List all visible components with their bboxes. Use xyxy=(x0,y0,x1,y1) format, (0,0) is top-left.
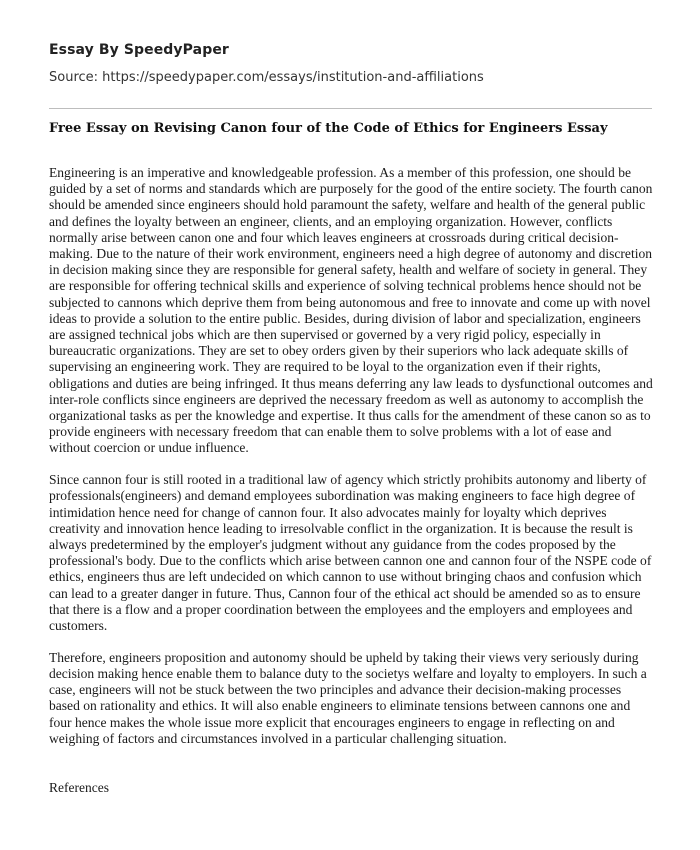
body-paragraph-2: Since cannon four is still rooted in a traditional law of agency which strictly prohibits autonomy and liberty of professionals(engineers) and demand employees subordination was making engineers to face high degree of intimidation hence need for change of cannon four. It also advocates mainly for loyalty which deprives creativity and innovation hence leading to irresolvable conflict in the organization. It is because the result is always predetermined by the employer's judgment without any guidance from the codes proposed by the professional's body. Due to the conflicts which arise between cannon one and cannon four of the NSPE code of ethics, engineers thus are left undecided on which cannon to use without bringing chaos and confusion which can lead to a greater danger in future. Thus, Cannon four of the ethical act should be amended so as to ensure that there is a flow and a proper coordination between the employees and the employers and employees and customers. xyxy=(49,472,652,633)
source-url-line: Source: https://speedypaper.com/essays/institution-and-affiliations xyxy=(49,70,484,85)
references-heading: References xyxy=(49,780,109,795)
header-divider xyxy=(49,108,652,109)
body-paragraph-3: Therefore, engineers proposition and autonomy should be upheld by taking their views very seriously during decision making hence enable them to balance duty to the societys welfare and loyalty to employers. In such a case, engineers will not be stuck between the two principles and advance their decision-making processes based on rationality and ethics. It will also enable engineers to eliminate tensions between cannons one and four hence makes the whole issue more explicit that encourages engineers to engage in reflecting on and weighing of factors and circumstances involved in a particular challenging situation. xyxy=(49,649,647,746)
essay-author-heading: Essay By SpeedyPaper xyxy=(49,42,229,58)
body-paragraph-1: Engineering is an imperative and knowledgeable profession. As a member of this profession, one should be guided by a set of norms and standards which are purposely for the good of the entire society. The fourth canon should be amended since engineers should hold paramount the safety, welfare and health of the general public and defines the loyalty between an engineer, clients, and an employing organization. However, conflicts normally arise between canon one and four which leaves engineers at crossroads during critical decision-making. Due to the nature of their work environment, engineers need a high degree of autonomy and discretion in decision making since they are responsible for general safety, health and welfare of society in general. They are responsible for offering technical skills and experience of solving technical problems hence should not be subjected to cannons which deprive them from being autonomous and free to innovate and come up with novel ideas to provide a solution to the entire public. Besides, during division of labor and specialization, engineers are assigned technical jobs which are then supervised or governed by a very rigid policy, especially in bureaucratic organizations. They are set to obey orders given by their superiors who lack adequate skills of supervising an engineering work. They are required to be loyal to the organization even if their rights, obligations and duties are being infringed. It thus means deferring any law leads to dysfunctional outcomes and inter-role conflicts since engineers are deprived the necessary freedom as well as autonomy to accomplish the organizational tasks as per the knowledge and expertise. It thus calls for the amendment of these canon so as to provide engineers with necessary freedom that can enable them to solve problems with a lot of ease and without coercion or undue influence. xyxy=(49,165,653,456)
essay-title: Free Essay on Revising Canon four of the Code of Ethics for Engineers Essay xyxy=(49,121,608,136)
essay-body xyxy=(49,165,655,762)
